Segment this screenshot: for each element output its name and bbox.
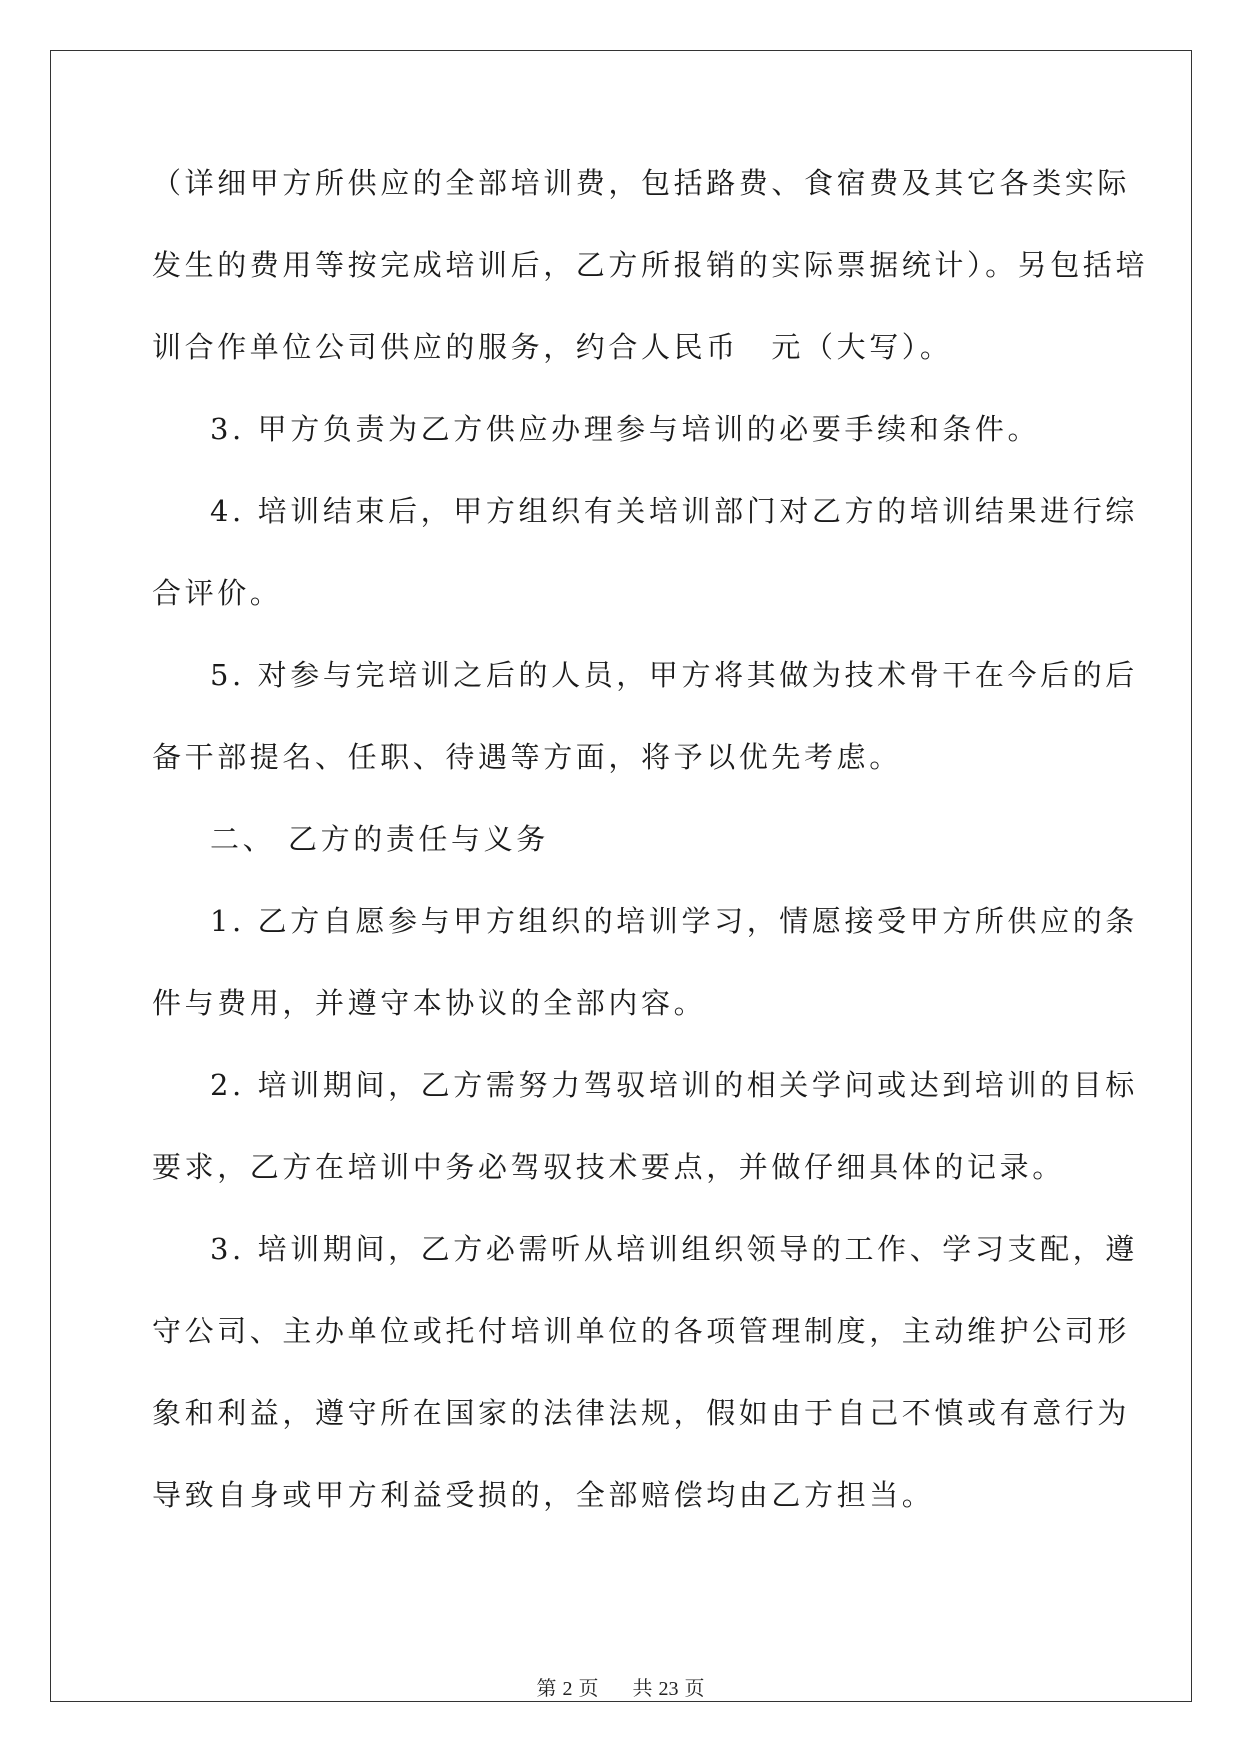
section-heading: 二、 乙方的责任与义务 xyxy=(210,822,549,856)
page-prefix: 第 xyxy=(536,1678,557,1700)
paragraph-line: 3. 甲方负责为乙方供应办理参与培训的必要手续和条件。 xyxy=(210,412,1041,446)
paragraph-line: 发生的费用等按完成培训后，乙方所报销的实际票据统计）。另包括培 xyxy=(152,248,1149,282)
paragraph-line: 1. 乙方自愿参与甲方组织的培训学习，情愿接受甲方所供应的条 xyxy=(210,904,1138,938)
document-body xyxy=(152,159,1149,1553)
paragraph-line: 训合作单位公司供应的服务，约合人民币 元（大写）。 xyxy=(152,330,953,364)
total-pages: 23 xyxy=(658,1678,679,1700)
paragraph-line: 导致自身或甲方利益受损的，全部赔偿均由乙方担当。 xyxy=(152,1478,935,1512)
paragraph-line: （详细甲方所供应的全部培训费，包括路费、食宿费及其它各类实际 xyxy=(152,166,1131,200)
total-prefix: 共 xyxy=(632,1678,653,1700)
paragraph-line: 3. 培训期间，乙方必需听从培训组织领导的工作、学习支配，遵 xyxy=(210,1232,1138,1266)
paragraph-line: 守公司、主办单位或托付培训单位的各项管理制度，主动维护公司形 xyxy=(152,1314,1131,1348)
paragraph-line: 象和利益，遵守所在国家的法律法规，假如由于自己不慎或有意行为 xyxy=(152,1396,1131,1430)
page-number: 2 xyxy=(562,1678,573,1700)
paragraph-line: 备干部提名、任职、待遇等方面，将予以优先考虑。 xyxy=(152,740,902,774)
paragraph-line: 合评价。 xyxy=(152,576,283,610)
paragraph-line: 件与费用，并遵守本协议的全部内容。 xyxy=(152,986,707,1020)
paragraph-line: 4. 培训结束后，甲方组织有关培训部门对乙方的培训结果进行综 xyxy=(210,494,1138,528)
paragraph-line: 2. 培训期间，乙方需努力驾驭培训的相关学问或达到培训的目标 xyxy=(210,1068,1138,1102)
paragraph-line: 5. 对参与完培训之后的人员，甲方将其做为技术骨干在今后的后 xyxy=(210,658,1138,692)
page-footer xyxy=(0,1672,1241,1701)
total-suffix: 页 xyxy=(684,1678,705,1700)
page-suffix: 页 xyxy=(578,1678,599,1700)
paragraph-line: 要求，乙方在培训中务必驾驭技术要点，并做仔细具体的记录。 xyxy=(152,1150,1065,1184)
